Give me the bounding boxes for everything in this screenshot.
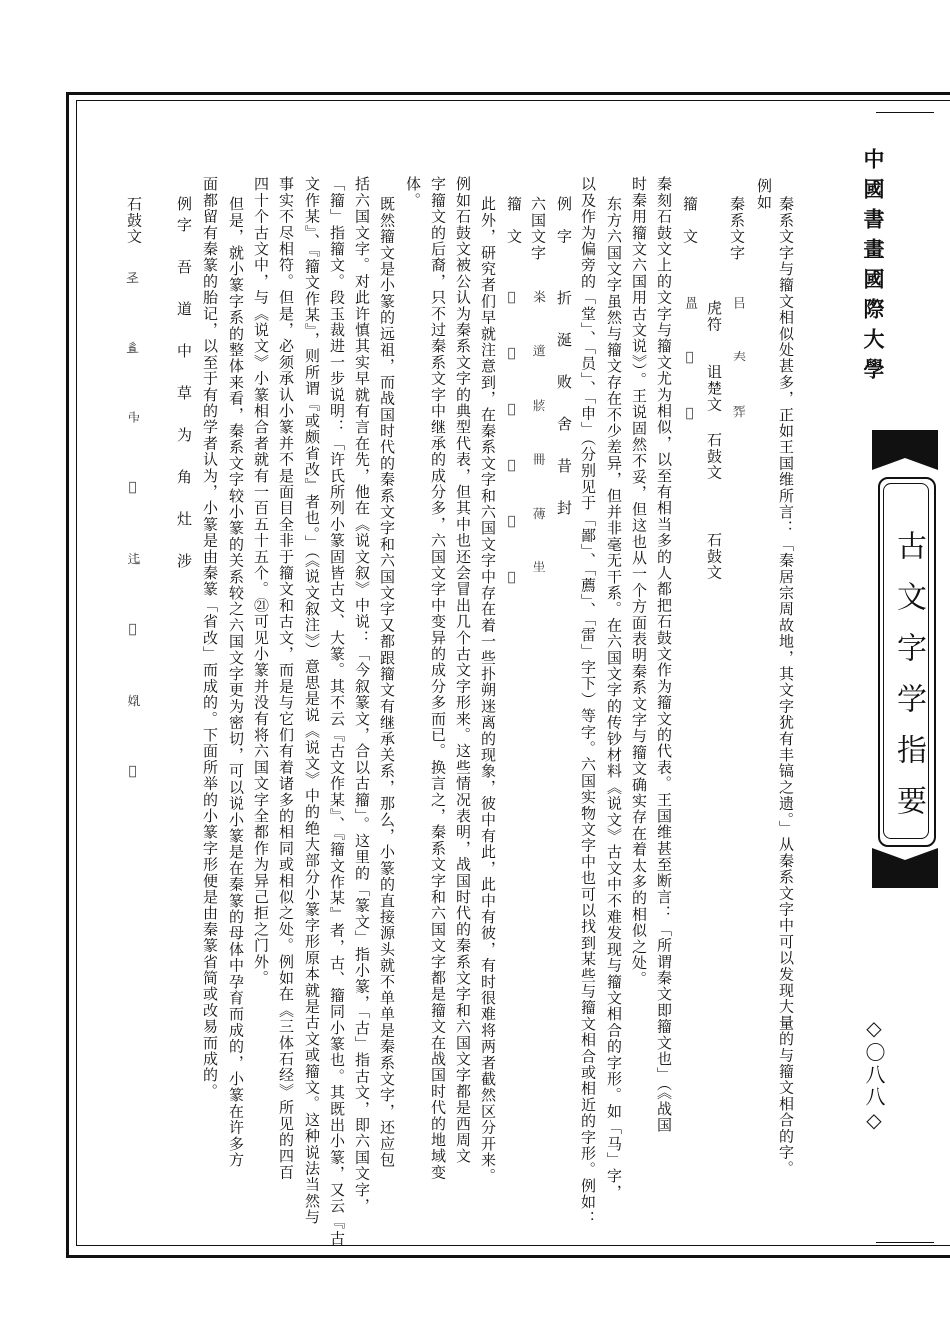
university-name: 中國書畫國際大學 [861, 148, 886, 388]
margin-rule-top [876, 112, 934, 113]
text-column: 时秦用籀文六国用古文说》）。王说固然不妥，但这也从一个方面表明秦系文字与籀文确实存在着太多的相似之处。 [630, 176, 648, 988]
text-column: 文作某』、『籀文作某』，则所谓『或颇省改』者也。」（《说文叙注》）意思是说《说文》中的绝大部分小篆字形原本就是古文或籀文。这种说法当然与 [303, 176, 321, 1226]
text-column: 事实不尽相符。但是，必须承认小篆并不是面目全非于籀文和古文，而是与它们有着诸多的相同或相似之处。例如在《三体石经》所见的四百 [277, 176, 295, 1181]
text-column: 籀 文 [505, 196, 523, 245]
seal-row-zhou2: 𨖲 𢔢 𥏽 𤔜 𠦄 𡊄 [504, 290, 519, 599]
text-column: 「籀」指籀文。段玉裁进一步说明：「许氏所列小篆固皆古文、大篆。其不云『古文作某』、『籀文作某』者，古、籀同小篆也。其既出小篆，又云『古 [328, 176, 346, 1247]
source-label: 虎符 [705, 300, 723, 333]
seal-row-zhou: 𥁕 𡩜 𣘘 [682, 296, 697, 435]
text-column: 括六国文字。对此许慎其实早就有言在先，他在《说文叙》中说：「今叙篆文，合以古籀」。这里的「篆文」指小篆，「古」指古文，即六国文字， [353, 176, 371, 1214]
text-column: 例 字 [555, 196, 573, 245]
text-column: 秦刻石鼓文上的文字与籀文尤为相似，以至有相当多的人都把石鼓文作为籀文的代表。王国维甚至断言：「所谓秦文即籀文也」（《战国 [655, 176, 673, 1133]
text-column: 但是，就小篆字系的整体来看，秦系文字较小篆的关系较之六国文字更为密切，可以说小篆是在秦篆的母体中孕育而成的，小篆在许多方 [227, 196, 245, 1168]
text-column: 体。 [404, 176, 422, 209]
text-column: 例如石鼓文被公认为秦系文字的典型代表，但其中也还会冒出几个古文字形来。这些情况表明，战国时代的秦系文字和六国文字都是西周文 [454, 176, 472, 1165]
source-label: 石鼓文 [705, 432, 723, 481]
text-column: 字籀文的后裔，只不过秦系文字中继承的成分多，六国文字中变异的成分多而已。换言之，秦系文字和六国文字都是籀文在战国时代的地域变 [429, 176, 447, 1181]
text-column: 东方六国文字虽然与籀文存在不少差异，但并非毫无干系。在六国文字的传钞材料《说文》古文中不难发现与籀文相合的字形。如「马」字， [605, 196, 623, 1201]
seal-row-six: 𣏦 𨗁 𤖈 𠕋 𦺉 𡉚 [530, 290, 545, 587]
text-column: 四十个古文中，与《说文》小篆相合者就有一百五十五个。㉑可见小篆并没有将六国文字全都作为异己拒之门外。 [252, 176, 270, 986]
text-column: 六国文字 [529, 196, 547, 261]
text-column: 以及作为偏旁的「堂」、「员」、「申」（分别见于「鄙」、「薦」、「雷」字下）等字。六国实物文字中也可以找到某些与籀文相合或相近的字形。例如： [579, 176, 597, 1227]
seal-row-shigu: 𢀖 𢒉 𠁩 𦹘 𨑞 𠆧 𡝦 𥜻 [125, 270, 140, 801]
text-column: 秦系文字与籀文相似处甚多，正如王国维所言：「秦居宗周故地，其文字犹有丰镐之遗。」从秦系文字中可以发现大量的与籀文相合的字。 [777, 196, 795, 1177]
example-characters: 折 涎 败 舍 昔 封 [555, 290, 573, 521]
text-column: 石鼓文 [125, 196, 143, 245]
source-label: 石鼓文 [705, 532, 723, 581]
seal-row-qin: 㠯 𡗗 𢍈 [730, 296, 745, 431]
text-column: 例如 [755, 178, 773, 211]
page-number: ◇〇八八◇ [862, 1016, 886, 1134]
text-column: 面都留有秦篆的胎记，以至于有的学者认为，小篆是由秦篆「省改」而成的。下面所举的小篆字形便是由秦篆省简或改易而成的。 [201, 176, 219, 1100]
text-column: 秦系文字 [728, 196, 746, 261]
text-column: 此外，研究者们早就注意到，在秦系文字和六国文字中存在着一些扑朔迷离的现象，彼中有此，此中有彼，有时很难将两者截然区分开来。 [479, 196, 497, 1185]
source-label: 诅楚文 [705, 364, 723, 413]
margin-rule-bottom [876, 1242, 934, 1243]
text-column: 既然籀文是小篆的远祖，而战国时代的秦系文字和六国文字又都跟籀文有继承关系，那么，小篆的直接源头就不单单是秦系文字，还应包 [378, 196, 396, 1168]
text-column: 籀 文 [681, 196, 699, 245]
text-column: 例字 吾 道 中 草 为 角 灶 涉 [175, 196, 193, 574]
book-title: 古文字学指要 [891, 530, 926, 836]
